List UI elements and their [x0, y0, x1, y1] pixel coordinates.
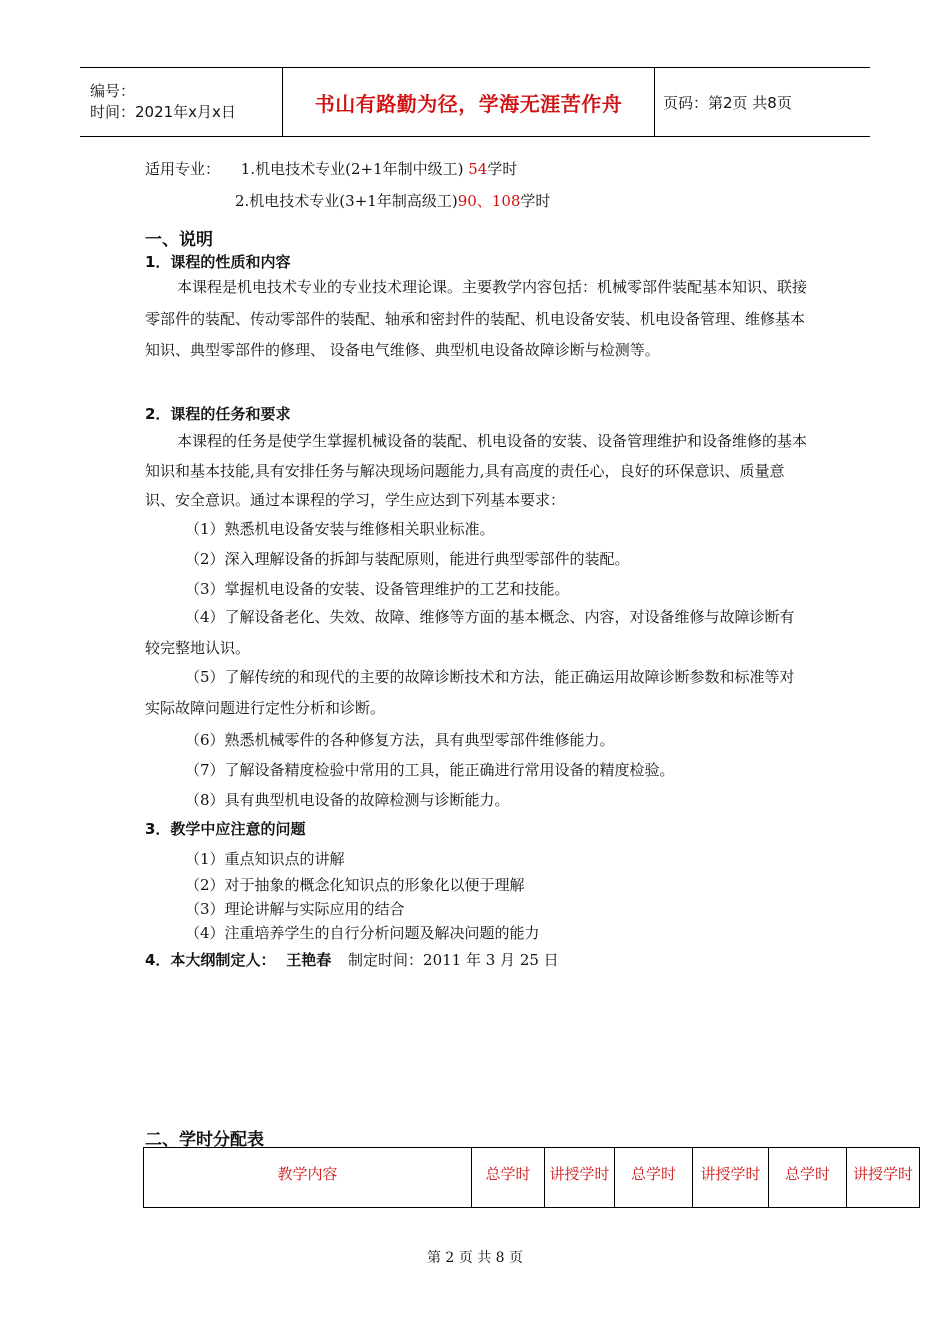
requirement-item: （6）熟悉机械零件的各种修复方法，具有典型零部件维修能力。	[185, 731, 615, 749]
document-time-label: 时间：2021年x月x日	[90, 103, 236, 121]
teaching-note-item: （2）对于抽象的概念化知识点的形象化以便于理解	[185, 876, 525, 894]
table-header-cell: 教学内容	[144, 1148, 472, 1208]
requirement-item: （1）熟悉机电设备安装与维修相关职业标准。	[185, 520, 495, 538]
table-header-cell: 讲授学时	[847, 1148, 920, 1208]
requirement-item: （7）了解设备精度检验中常用的工具，能正确进行常用设备的精度检验。	[185, 761, 675, 779]
table-header-cell: 讲授学时	[545, 1148, 615, 1208]
section1-sub3-title: 3．教学中应注意的问题	[145, 820, 306, 838]
author-label: 4．本大纲制定人：	[145, 951, 276, 969]
requirement-item: （3）掌握机电设备的安装、设备管理维护的工艺和技能。	[185, 580, 570, 598]
requirement-item: （4）了解设备老化、失效、故障、维修等方面的基本概念、内容，对设备维修与故障诊断有较完整地认识。	[145, 608, 795, 657]
applicable-line-1	[145, 158, 517, 179]
table-header-cell: 讲授学时	[693, 1148, 769, 1208]
header-page-label: 页码：第2页 共8页	[663, 93, 792, 112]
applicable-major-1: 1.机电技术专业(2+1年制中级工)	[240, 160, 464, 178]
applicable-label: 适用专业：	[145, 160, 221, 178]
applicable-major-2: 2.机电技术专业(3+1年制高级工)	[235, 192, 458, 210]
teaching-note-item: （1）重点知识点的讲解	[185, 850, 345, 868]
page-header	[80, 67, 870, 137]
section1-title: 一、说明	[145, 230, 213, 250]
header-meta	[80, 68, 282, 136]
teaching-note-item: （3）理论讲解与实际应用的结合	[185, 900, 405, 918]
section2-title: 二、学时分配表	[145, 1130, 264, 1150]
author-date: 制定时间：2011 年 3 月 25 日	[348, 951, 559, 969]
applicable-suffix-2: 学时	[520, 192, 551, 210]
table-header-cell: 总学时	[769, 1148, 847, 1208]
syllabus-author-line	[145, 949, 559, 970]
applicable-hours-1: 54	[468, 160, 488, 178]
header-motto: 书山有路勤为径，学海无涯苦作舟	[282, 68, 655, 136]
table-header-cell: 总学时	[615, 1148, 693, 1208]
course-task-paragraph: 本课程的任务是使学生掌握机械设备的装配、机电设备的安装、设备管理维护和设备维修的基本知识和基本技能,具有安排任务与解决现场问题能力,具有高度的责任心，良好的环保意识、质量意识、安全意识。通过本课程的学习，学生应达到下列基本要求：	[145, 432, 808, 509]
applicable-hours-2: 90、108	[457, 192, 521, 210]
teaching-note-item: （4）注重培养学生的自行分析问题及解决问题的能力	[185, 924, 540, 942]
requirement-item: （2）深入理解设备的拆卸与装配原则，能进行典型零部件的装配。	[185, 550, 630, 568]
section1-sub1-title: 1．课程的性质和内容	[145, 253, 291, 271]
table-header-cell: 总学时	[472, 1148, 545, 1208]
course-nature-paragraph: 本课程是机电技术专业的专业技术理论课。主要教学内容包括：机械零部件装配基本知识、联接零部件的装配、传动零部件的装配、轴承和密封件的装配、机电设备安装、机电设备管理、维修基本知识、典型零部件的修理、 设备电气维修、典型机电设备故障诊断与检测等。	[145, 278, 808, 359]
author-name: 王艳春	[286, 951, 332, 969]
applicable-line-2	[235, 190, 550, 211]
requirement-item: （5）了解传统的和现代的主要的故障诊断技术和方法，能正确运用故障诊断参数和标准等对实际故障问题进行定性分析和诊断。	[145, 668, 795, 717]
section1-sub2-title: 2．课程的任务和要求	[145, 405, 291, 423]
table-header-row	[144, 1148, 920, 1208]
requirement-item: （8）具有典型机电设备的故障检测与诊断能力。	[185, 791, 510, 809]
applicable-suffix-1: 学时	[487, 160, 518, 178]
hours-allocation-table	[143, 1147, 920, 1208]
document-number-label: 编号：	[90, 82, 136, 100]
page-footer: 第 2 页 共 8 页	[426, 1250, 524, 1266]
